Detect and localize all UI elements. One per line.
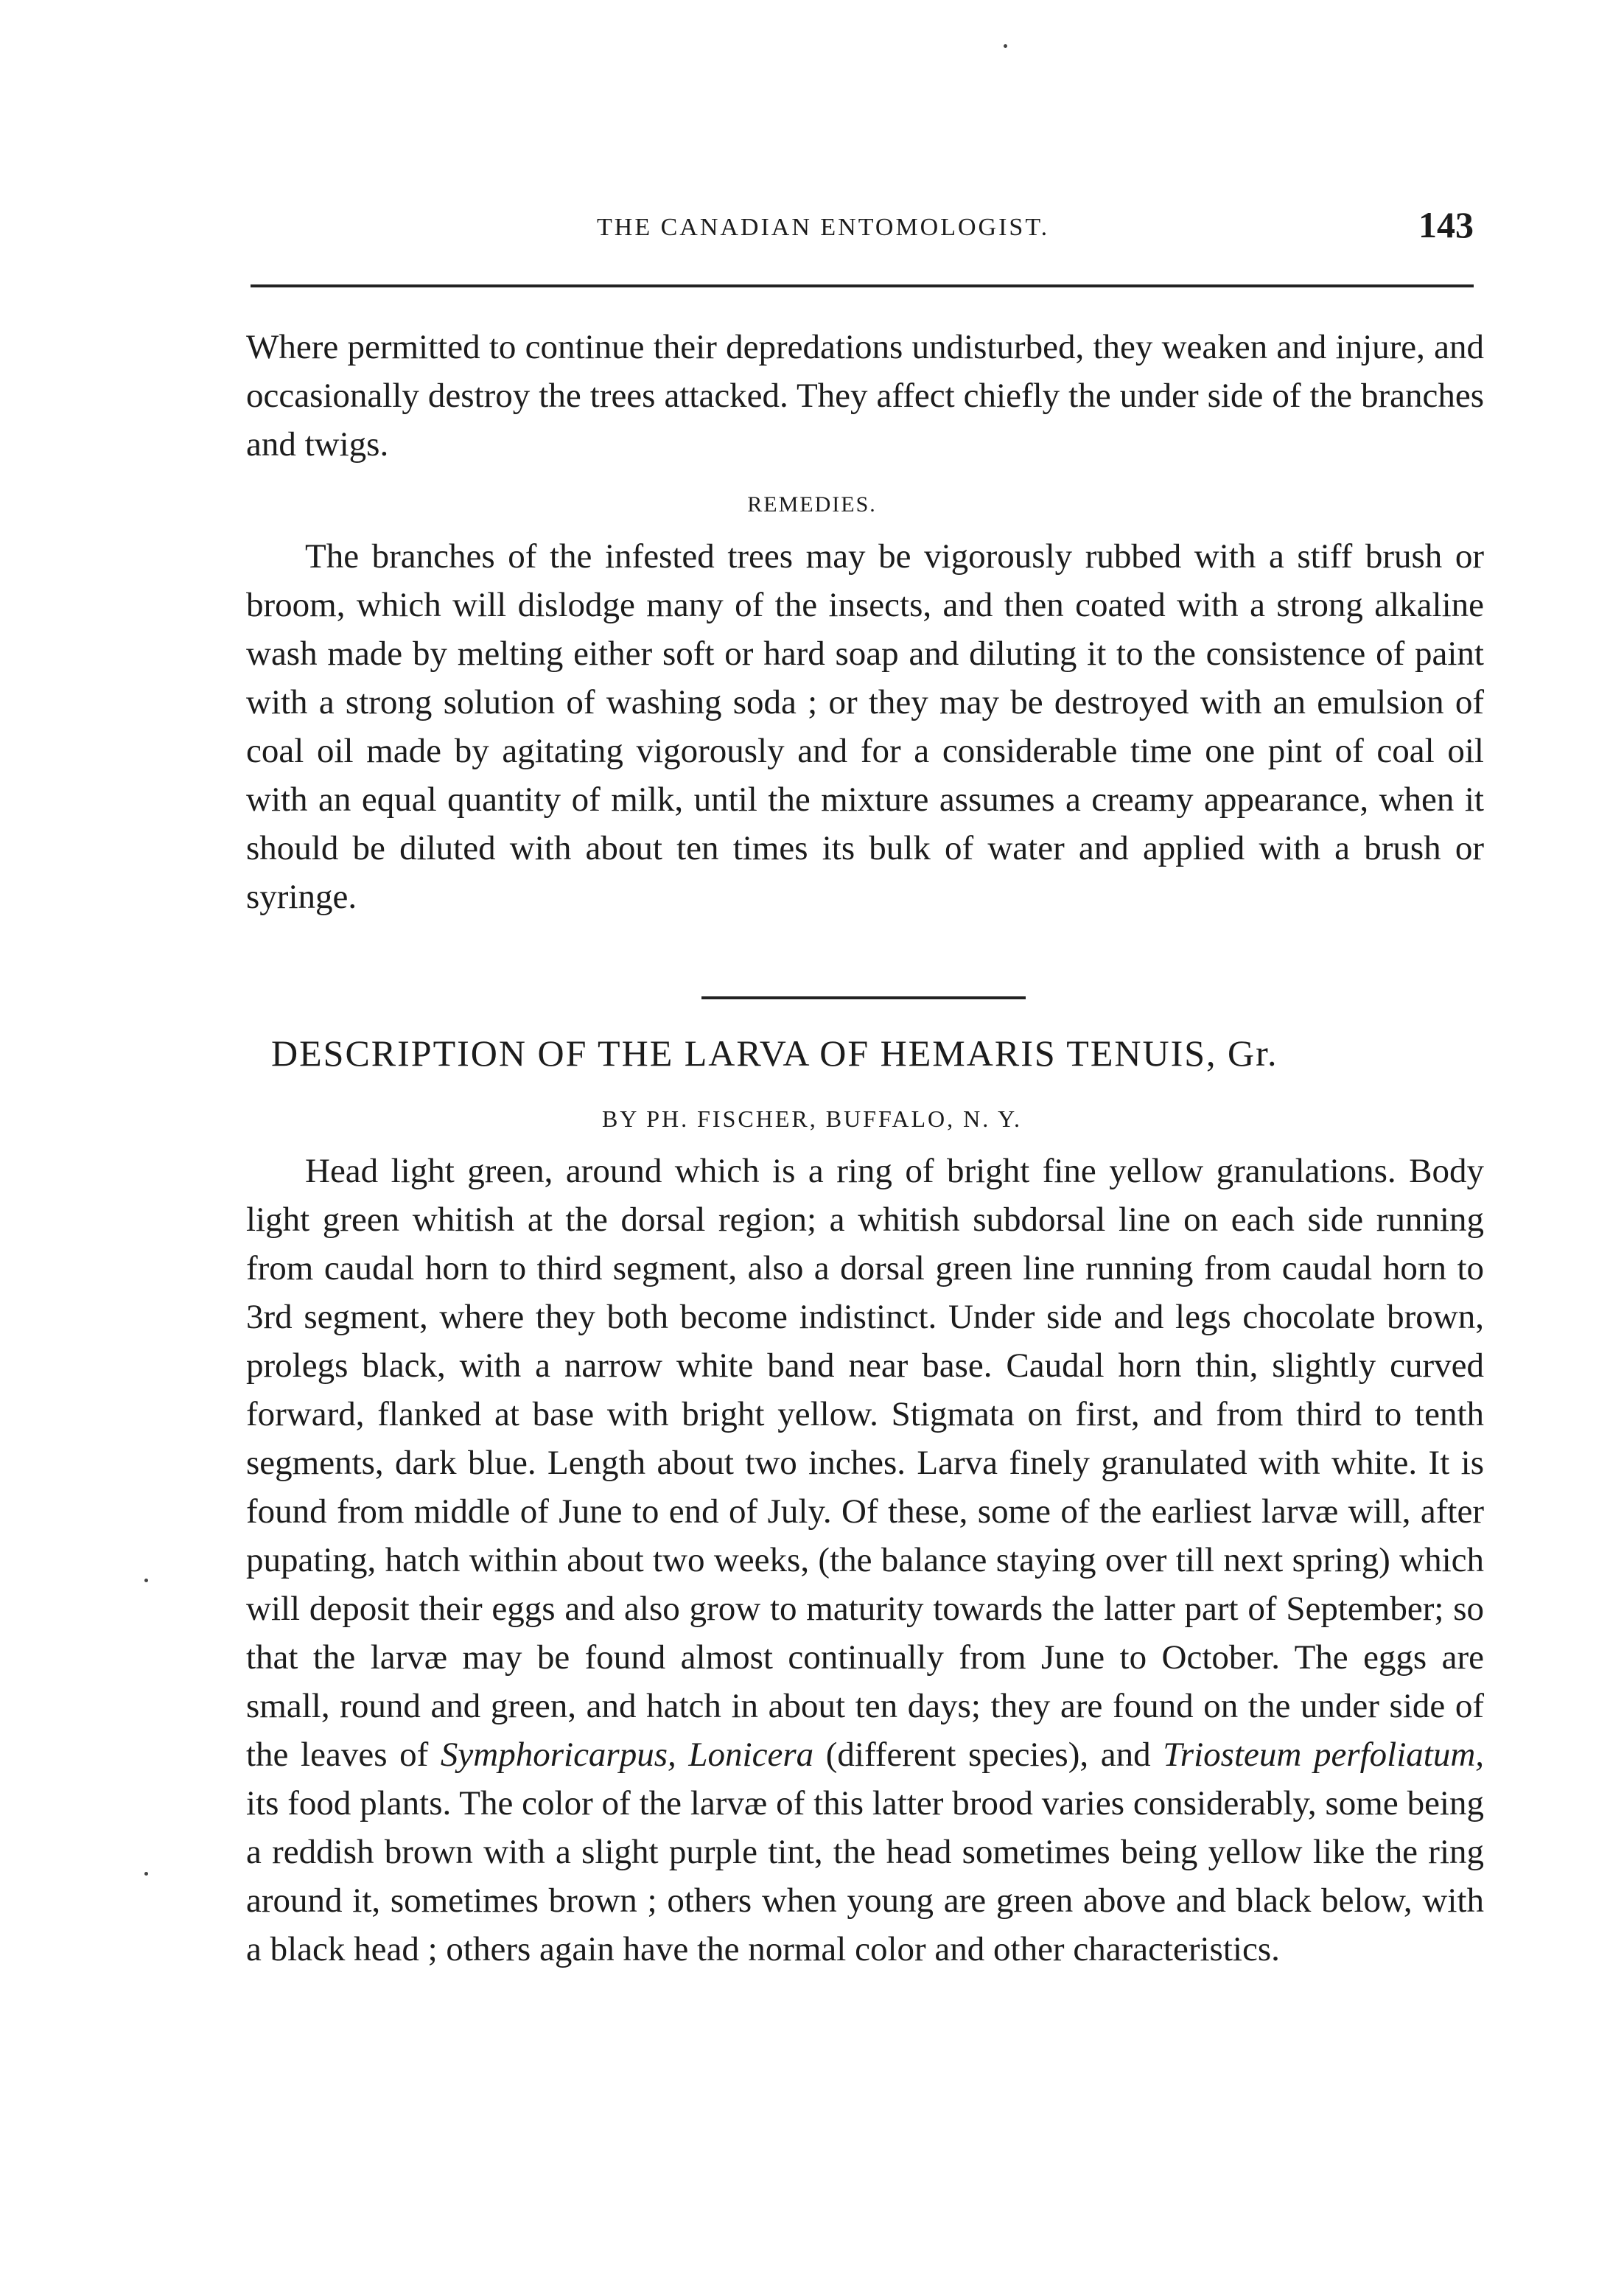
running-head — [251, 203, 1474, 255]
section-divider — [701, 996, 1026, 999]
paragraph-text: The branches of the infested trees may be vigorously rubbed with a stiff brush or broom, which will dislodge many of the insects, and then coated with a strong alkaline wash made by melting either soft or hard soap and diluting it to the consistence of paint with a strong solution of washing soda ; or they may be destroyed with an emulsion of coal oil made by agitating vigorously and for a considerable time one pint of coal oil with an equal quantity of milk, until the mixture assumes a creamy appearance, when it should be diluted with about ten times its bulk of water and applied with a brush or syringe. — [246, 537, 1484, 916]
page-number: 143 — [1418, 204, 1474, 245]
species-name: Triosteum perfoliatum, — [1163, 1736, 1485, 1774]
text-run: (different species), and — [825, 1736, 1151, 1774]
article-paragraph — [246, 1147, 1484, 1974]
scan-speck — [144, 1579, 148, 1582]
paragraph-text: Where permitted to continue their depredations undisturbed, they weaken and injure, and occasionally destroy the trees attacked. They affect chiefly the under side of the branches and twigs. — [246, 328, 1484, 464]
article-title: DESCRIPTION OF THE LARVA OF HEMARIS TENUIS, Gr. — [271, 1032, 1278, 1074]
running-title: THE CANADIAN ENTOMOLOGIST. — [597, 214, 1050, 241]
article-byline: BY PH. FISCHER, BUFFALO, N. Y. — [601, 1105, 1023, 1132]
scan-speck — [1004, 44, 1007, 48]
continued-paragraph — [246, 323, 1484, 469]
paragraph-text — [246, 1147, 1484, 1974]
species-name: Symphoricarpus, — [440, 1736, 676, 1774]
text-run: Head light green, around which is a ring of bright fine yellow granulations. Body light green whitish at the dorsal region; a whitish subdorsal line on each side running from caudal horn to third segment, also a dorsal green line running from caudal horn to 3rd segment, where they both become indistinct. Under side and legs chocolate brown, prolegs black, with a narrow white band near base. Caudal horn thin, slightly curved forward, flanked at base with bright yellow. Stigmata on first, and from third to tenth segments, dark blue. Length about two inches. Larva finely granulated with white. It is found from middle of June to end of July. Of these, some of the earliest larvæ will, after pupating, hatch within about two weeks, (the balance staying over till next spring) which will deposit their eggs and also grow to maturity towards the latter part of September; so that the larvæ may be found almost continually from June to October. The eggs are small, round and green, and hatch in about ten days; they are found on the under side of the leaves of — [246, 1152, 1484, 1774]
remedies-paragraph — [246, 532, 1484, 921]
species-name: Lonicera — [688, 1736, 814, 1774]
scan-speck — [144, 1872, 148, 1876]
text-run: its food plants. The color of the larvæ of this latter brood varies considerably, some being a reddish brown with a slight purple tint, the head sometimes being yellow like the ring around it, sometimes brown ; others when young are green above and black below, with a black head ; others again have the normal color and other characteristics. — [246, 1784, 1484, 1968]
header-rule — [251, 284, 1474, 287]
remedies-heading: REMEDIES. — [747, 492, 877, 517]
